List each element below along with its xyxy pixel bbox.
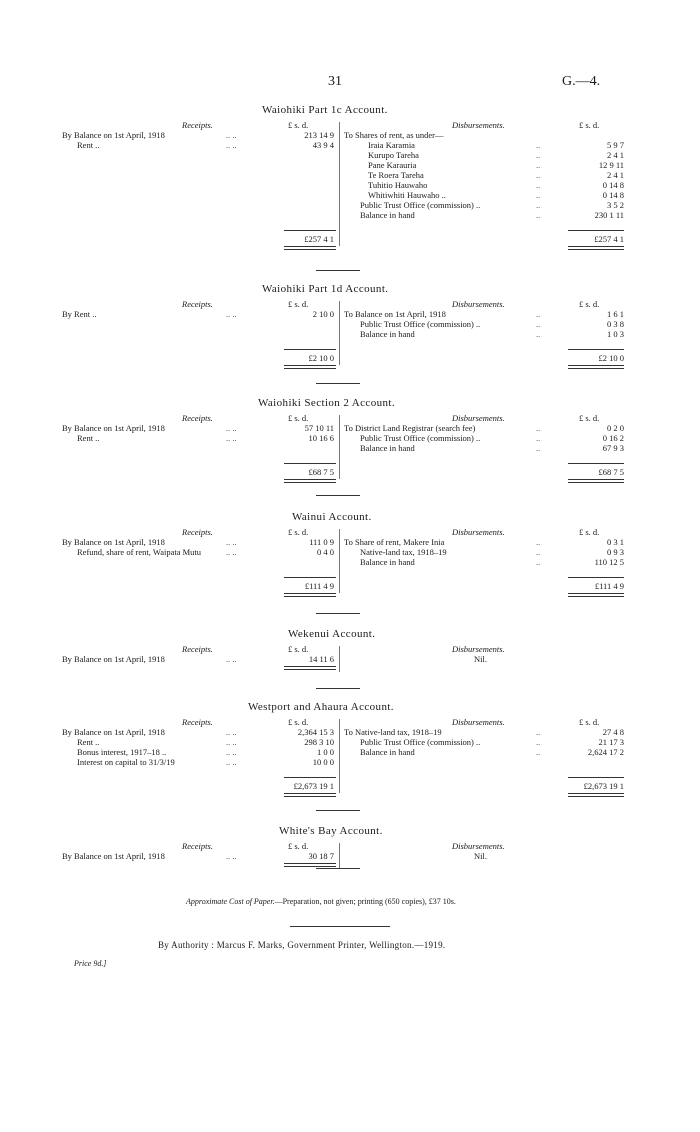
disbursement-label: Balance in hand [360, 329, 415, 339]
leader-dots: .. [536, 150, 541, 160]
receipts-heading: Receipts. [182, 413, 213, 423]
leader-dots: .. [536, 433, 541, 443]
disbursement-amount: 110 12 5 [594, 557, 624, 567]
section-divider [316, 868, 360, 869]
double-rule-disbursements [568, 593, 624, 597]
leader-dots: .. [536, 160, 541, 170]
leader-dots: .. .. [226, 433, 237, 443]
disbursement-amount: 0 3 1 [607, 537, 624, 547]
disbursements-total: £68 7 5 [598, 467, 624, 477]
receipt-amount: 10 16 6 [308, 433, 334, 443]
leader-dots: .. .. [226, 757, 237, 767]
receipt-amount: 213 14 9 [304, 130, 334, 140]
receipts-heading: Receipts. [182, 120, 213, 130]
leader-dots: .. .. [226, 309, 237, 319]
leader-dots: .. [536, 170, 541, 180]
leader-dots: .. [536, 747, 541, 757]
receipts-heading: Receipts. [182, 717, 213, 727]
disbursement-amount: 0 14 8 [602, 180, 624, 190]
receipt-amount: 57 10 11 [304, 423, 334, 433]
double-rule-receipts [284, 666, 336, 670]
total-rule-receipts [284, 230, 336, 231]
leader-dots: .. [536, 190, 541, 200]
account-title: Waiohiki Section 2 Account. [258, 397, 396, 409]
receipt-label: Rent .. [77, 737, 100, 747]
disbursements-heading: Disbursements. [452, 644, 505, 654]
double-rule-receipts [284, 863, 336, 867]
account-title: Westport and Ahaura Account. [248, 701, 394, 713]
disbursement-nil: Nil. [474, 654, 487, 664]
lsd-heading-disbursements: £ s. d. [579, 717, 600, 727]
account-title: Wekenui Account. [288, 628, 376, 640]
double-rule-disbursements [568, 793, 624, 797]
disbursement-label: To District Land Registrar (search fee) [344, 423, 476, 433]
disbursement-label: To Share of rent, Makere Inia [344, 537, 445, 547]
double-rule-receipts [284, 479, 336, 483]
receipt-label: By Balance on 1st April, 1918 [62, 423, 165, 433]
disbursement-label: Kurupo Tareha [368, 150, 419, 160]
section-divider [316, 688, 360, 689]
receipt-label: Bonus interest, 1917–18 .. [77, 747, 167, 757]
leader-dots: .. [536, 737, 541, 747]
leader-dots: .. .. [226, 727, 237, 737]
lsd-heading-receipts: £ s. d. [288, 527, 309, 537]
column-separator [339, 122, 340, 246]
authority-line: By Authority : Marcus F. Marks, Government Printer, Wellington.—1919. [158, 940, 446, 950]
section-divider [316, 495, 360, 496]
leader-dots: .. .. [226, 737, 237, 747]
disbursements-heading: Disbursements. [452, 299, 505, 309]
receipt-amount: 0 4 0 [317, 547, 334, 557]
receipt-label: By Balance on 1st April, 1918 [62, 537, 165, 547]
total-rule-receipts [284, 777, 336, 778]
disbursement-label: Public Trust Office (commission) .. [360, 319, 481, 329]
receipt-label: Rent .. [77, 433, 100, 443]
account-title: Waiohiki Part 1c Account. [262, 104, 388, 116]
total-rule-disbursements [568, 577, 624, 578]
column-separator [339, 529, 340, 593]
total-rule-disbursements [568, 230, 624, 231]
total-rule-disbursements [568, 349, 624, 350]
disbursement-label: To Balance on 1st April, 1918 [344, 309, 446, 319]
leader-dots: .. .. [226, 851, 237, 861]
receipt-label: By Balance on 1st April, 1918 [62, 654, 165, 664]
cost-note [186, 897, 456, 906]
disbursement-label: Whitiwhiti Hauwaho .. [368, 190, 446, 200]
disbursements-heading: Disbursements. [452, 120, 505, 130]
total-rule-disbursements [568, 463, 624, 464]
lsd-heading-receipts: £ s. d. [288, 717, 309, 727]
lsd-heading-disbursements: £ s. d. [579, 120, 600, 130]
disbursement-amount: 0 9 3 [607, 547, 624, 557]
leader-dots: .. [536, 140, 541, 150]
disbursement-amount: 0 14 8 [602, 190, 624, 200]
disbursement-nil: Nil. [474, 851, 487, 861]
leader-dots: .. [536, 309, 541, 319]
price-note: Price 9d.] [74, 959, 107, 968]
double-rule-receipts [284, 593, 336, 597]
receipt-amount: 14 11 6 [308, 654, 334, 664]
double-rule-disbursements [568, 246, 624, 250]
disbursement-label: Pane Karauria [368, 160, 417, 170]
disbursements-total: £2,673 19 1 [583, 781, 624, 791]
double-rule-receipts [284, 246, 336, 250]
disbursement-amount: 1 0 3 [607, 329, 624, 339]
receipts-total: £111 4 9 [304, 581, 334, 591]
lsd-heading-receipts: £ s. d. [288, 299, 309, 309]
leader-dots: .. [536, 423, 541, 433]
lsd-heading-receipts: £ s. d. [288, 120, 309, 130]
leader-dots: .. .. [226, 423, 237, 433]
receipt-amount: 298 3 10 [304, 737, 334, 747]
leader-dots: .. [536, 727, 541, 737]
leader-dots: .. .. [226, 130, 237, 140]
lsd-heading-disbursements: £ s. d. [579, 299, 600, 309]
column-separator [339, 415, 340, 479]
disbursement-amount: 3 5 2 [607, 200, 624, 210]
disbursement-label: Balance in hand [360, 443, 415, 453]
disbursement-label: Iraia Karamia [368, 140, 415, 150]
section-divider [316, 810, 360, 811]
receipts-total: £257 4 1 [304, 234, 334, 244]
disbursement-label: Balance in hand [360, 747, 415, 757]
column-separator [339, 301, 340, 365]
receipt-label: Rent .. [77, 140, 100, 150]
leader-dots: .. [536, 210, 541, 220]
disbursement-amount: 2 4 1 [607, 150, 624, 160]
receipts-total: £2,673 19 1 [293, 781, 334, 791]
lsd-heading-receipts: £ s. d. [288, 644, 309, 654]
disbursement-amount: 27 4 8 [602, 727, 624, 737]
disbursements-total: £257 4 1 [594, 234, 624, 244]
page-number: 31 [328, 74, 342, 89]
disbursement-label: To Shares of rent, as under— [344, 130, 444, 140]
leader-dots: .. [536, 537, 541, 547]
disbursement-amount: 0 2 0 [607, 423, 624, 433]
receipt-amount: 111 0 9 [309, 537, 334, 547]
disbursements-total: £2 10 0 [598, 353, 624, 363]
cost-text: —Preparation, not given; printing (650 copies), £37 10s. [274, 897, 456, 906]
receipt-label: Interest on capital to 31/3/19 [77, 757, 175, 767]
account-title: Waiohiki Part 1d Account. [262, 283, 389, 295]
disbursement-amount: 0 3 8 [607, 319, 624, 329]
receipts-heading: Receipts. [182, 527, 213, 537]
disbursement-amount: 21 17 3 [598, 737, 624, 747]
leader-dots: .. [536, 547, 541, 557]
total-rule-disbursements [568, 777, 624, 778]
leader-dots: .. [536, 557, 541, 567]
disbursement-label: Te Roera Tareha [368, 170, 424, 180]
disbursement-amount: 5 9 7 [607, 140, 624, 150]
lsd-heading-disbursements: £ s. d. [579, 527, 600, 537]
leader-dots: .. [536, 180, 541, 190]
section-divider [316, 270, 360, 271]
disbursement-label: Tuhitio Hauwaho [368, 180, 428, 190]
leader-dots: .. .. [226, 140, 237, 150]
double-rule-receipts [284, 793, 336, 797]
receipts-heading: Receipts. [182, 644, 213, 654]
disbursement-amount: 12 9 11 [598, 160, 624, 170]
receipt-amount: 10 0 0 [312, 757, 334, 767]
receipts-total: £2 10 0 [308, 353, 334, 363]
double-rule-disbursements [568, 479, 624, 483]
receipt-label: Refund, share of rent, Waipata Mutu [77, 547, 202, 557]
disbursement-label: Public Trust Office (commission) .. [360, 200, 481, 210]
disbursement-label: Native-land tax, 1918–19 [360, 547, 447, 557]
column-separator [339, 843, 340, 869]
column-separator [339, 719, 340, 793]
receipt-amount: 1 0 0 [317, 747, 334, 757]
cost-label: Approximate Cost of Paper. [186, 897, 275, 906]
receipt-label: By Balance on 1st April, 1918 [62, 851, 165, 861]
receipt-label: By Balance on 1st April, 1918 [62, 727, 165, 737]
total-rule-receipts [284, 577, 336, 578]
total-rule-receipts [284, 463, 336, 464]
disbursement-amount: 2,624 17 2 [587, 747, 624, 757]
disbursement-label: To Native-land tax, 1918–19 [344, 727, 442, 737]
lsd-heading-receipts: £ s. d. [288, 841, 309, 851]
disbursement-label: Public Trust Office (commission) .. [360, 433, 481, 443]
disbursements-heading: Disbursements. [452, 717, 505, 727]
receipt-amount: 43 9 4 [312, 140, 334, 150]
lsd-heading-disbursements: £ s. d. [579, 413, 600, 423]
double-rule-disbursements [568, 365, 624, 369]
disbursements-total: £111 4 9 [594, 581, 624, 591]
leader-dots: .. [536, 319, 541, 329]
disbursements-heading: Disbursements. [452, 527, 505, 537]
leader-dots: .. .. [226, 547, 237, 557]
lsd-heading-receipts: £ s. d. [288, 413, 309, 423]
account-title: White's Bay Account. [279, 825, 383, 837]
disbursement-amount: 2 4 1 [607, 170, 624, 180]
receipt-amount: 30 18 7 [308, 851, 334, 861]
leader-dots: .. .. [226, 654, 237, 664]
leader-dots: .. [536, 329, 541, 339]
receipts-total: £68 7 5 [308, 467, 334, 477]
double-rule-receipts [284, 365, 336, 369]
disbursement-label: Balance in hand [360, 557, 415, 567]
receipt-label: By Rent .. [62, 309, 97, 319]
disbursements-heading: Disbursements. [452, 841, 505, 851]
disbursement-label: Public Trust Office (commission) .. [360, 737, 481, 747]
receipts-heading: Receipts. [182, 299, 213, 309]
receipt-amount: 2,364 15 3 [297, 727, 334, 737]
disbursement-amount: 0 16 2 [602, 433, 624, 443]
column-separator [339, 646, 340, 672]
total-rule-receipts [284, 349, 336, 350]
disbursement-amount: 230 1 11 [594, 210, 624, 220]
receipts-heading: Receipts. [182, 841, 213, 851]
document-code: G.—4. [562, 74, 601, 89]
section-divider [316, 613, 360, 614]
receipt-label: By Balance on 1st April, 1918 [62, 130, 165, 140]
leader-dots: .. [536, 200, 541, 210]
leader-dots: .. .. [226, 537, 237, 547]
section-divider [316, 383, 360, 384]
disbursement-label: Balance in hand [360, 210, 415, 220]
authority-divider [290, 926, 390, 927]
account-title: Wainui Account. [292, 511, 372, 523]
disbursement-amount: 1 6 1 [607, 309, 624, 319]
leader-dots: .. .. [226, 747, 237, 757]
disbursements-heading: Disbursements. [452, 413, 505, 423]
disbursement-amount: 67 9 3 [602, 443, 624, 453]
receipt-amount: 2 10 0 [312, 309, 334, 319]
leader-dots: .. [536, 443, 541, 453]
